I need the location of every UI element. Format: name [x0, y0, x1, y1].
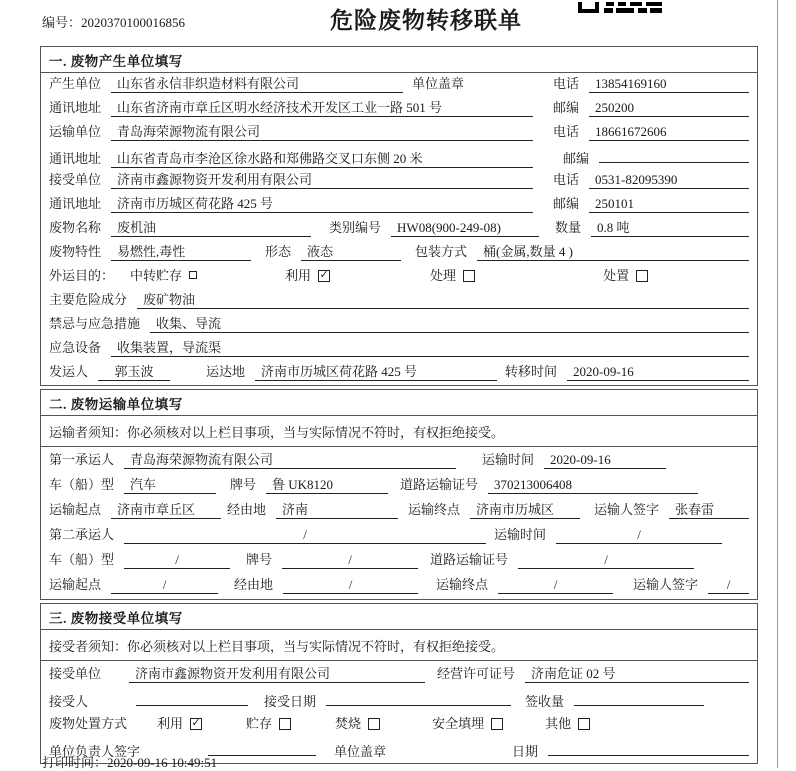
purpose-option-recycle	[285, 265, 330, 284]
manager-sign-label: 单位负责人签字	[49, 744, 141, 759]
disposal-option-other	[545, 713, 590, 732]
vehicle1-value: 汽车	[124, 476, 216, 494]
plate1-value: 鲁 UK8120	[266, 476, 388, 494]
character-value: 易燃性,毒性	[111, 243, 251, 261]
row-receiver-address	[41, 193, 757, 217]
row-vehicle1	[41, 474, 757, 499]
purpose-disposal-label: 处置	[603, 268, 630, 283]
disposal-landfill-label: 安全填埋	[432, 716, 485, 731]
disposal-label: 废物处置方式	[49, 716, 128, 731]
date-value	[548, 738, 749, 756]
phone1-label: 电话	[552, 76, 579, 91]
page-edge-line	[777, 0, 778, 768]
phone3-value: 0531-82095390	[589, 171, 749, 189]
date-label: 日期	[512, 744, 539, 759]
category-label: 类别编号	[329, 220, 382, 235]
waste-name-label: 废物名称	[49, 220, 102, 235]
sign1-value: 张春雷	[669, 501, 749, 519]
end1-value: 济南市历城区	[470, 501, 580, 519]
addr1-label: 通讯地址	[49, 100, 102, 115]
form-label: 形态	[265, 244, 292, 259]
transfer-time-label: 转移时间	[505, 364, 558, 379]
permit-label: 经营许可证号	[437, 666, 516, 681]
disposal-incineration-label: 焚烧	[335, 716, 362, 731]
disposal-landfill-checkbox	[491, 718, 503, 730]
section2-title: 二. 废物运输单位填写	[41, 390, 757, 416]
zip2-label: 邮编	[562, 151, 589, 166]
transporter-label: 运输单位	[49, 124, 102, 139]
disposal-option-storage	[246, 713, 291, 732]
disposal-storage-checkbox	[279, 718, 291, 730]
page-title: 危险废物转移联单	[330, 8, 522, 33]
via2-label: 经由地	[234, 577, 274, 592]
addr3-value: 济南市历城区荷花路 425 号	[111, 195, 533, 213]
plate2-value: /	[282, 551, 418, 569]
purpose-treatment-label: 处理	[430, 268, 457, 283]
purpose-treatment-checkbox	[463, 270, 475, 282]
purpose-option-transfer-storage	[130, 265, 197, 284]
phone3-label: 电话	[552, 172, 579, 187]
receiving-unit-value: 济南市鑫源物资开发利用有限公司	[129, 665, 425, 683]
equipment-value: 收集装置，导流渠	[111, 339, 749, 357]
license1-value: 370213006408	[488, 476, 698, 494]
via2-value: /	[283, 576, 418, 594]
packing-label: 包装方式	[415, 244, 468, 259]
character-label: 废物特性	[49, 244, 102, 259]
sign2-value: /	[708, 576, 749, 594]
origin2-label: 运输起点	[49, 577, 102, 592]
row-consignor	[41, 361, 757, 385]
print-time	[42, 752, 217, 771]
row-waste-character	[41, 241, 757, 265]
row-transporter-address	[41, 145, 757, 169]
row-transporter	[41, 121, 757, 145]
purpose-label: 外运目的：	[49, 268, 115, 283]
row-transfer-purpose	[41, 265, 757, 289]
taboo-label: 禁忌与应急措施	[49, 316, 141, 331]
origin1-label: 运输起点	[49, 502, 102, 517]
purpose-option-treatment	[430, 265, 475, 284]
origin2-value: /	[111, 576, 218, 594]
producer-label: 产生单位	[49, 76, 102, 91]
row-receiving-unit	[41, 663, 757, 688]
manifest-form	[40, 46, 758, 767]
disposal-option-recycle	[157, 713, 202, 732]
receiving-unit-label: 接受单位	[49, 666, 102, 681]
purpose-recycle-checkbox: ✓	[319, 269, 329, 281]
section1-title: 一. 废物产生单位填写	[41, 47, 757, 73]
hazard-value: 废矿物油	[137, 291, 749, 309]
serial-number	[42, 12, 185, 31]
time2-label: 运输时间	[494, 527, 547, 542]
addr3-label: 通讯地址	[49, 196, 102, 211]
end2-label: 运输终点	[436, 577, 489, 592]
purpose-disposal-checkbox	[636, 270, 648, 282]
print-time-value: 2020-09-16 10:49:51	[107, 755, 218, 770]
disposal-other-label: 其他	[545, 716, 572, 731]
purpose-recycle-label: 利用	[285, 268, 312, 283]
qr-code-partial-icon	[578, 0, 662, 18]
disposal-incineration-checkbox	[368, 718, 380, 730]
license2-label: 道路运输证号	[430, 552, 509, 567]
vehicle2-label: 车（船）型	[49, 552, 115, 567]
transporter-notice: 运输者须知：你必须核对以上栏目事项，当与实际情况不符时，有权拒绝接受。	[41, 416, 757, 447]
sign2-label: 运输人签字	[633, 577, 699, 592]
acceptor-label: 接受人	[49, 694, 89, 709]
signed-qty-label: 签收量	[525, 694, 565, 709]
row-emergency-equipment	[41, 337, 757, 361]
phone2-value: 18661672606	[589, 123, 749, 141]
vehicle2-value: /	[124, 551, 230, 569]
hazard-label: 主要危险成分	[49, 292, 128, 307]
via1-label: 经由地	[227, 502, 267, 517]
end2-value: /	[498, 576, 613, 594]
signed-qty-value	[574, 688, 704, 706]
permit-value: 济南危证 02 号	[525, 665, 749, 683]
row-producer-address	[41, 97, 757, 121]
row-hazard-component	[41, 289, 757, 313]
row-route1	[41, 499, 757, 524]
purpose-option-disposal	[603, 265, 648, 284]
origin1-value: 济南市章丘区	[111, 501, 221, 519]
purpose-transfer-storage-checkbox	[189, 271, 197, 279]
zip1-label: 邮编	[552, 100, 579, 115]
quantity-value: 0.8 吨	[591, 219, 749, 237]
addr2-value: 山东省青岛市李沧区徐水路和郑佛路交叉口东侧 20 米	[111, 150, 533, 168]
accept-date-label: 接受日期	[264, 694, 317, 709]
consignor-label: 发运人	[49, 364, 89, 379]
transporter-value: 青岛海荣源物流有限公司	[111, 123, 533, 141]
purpose-transfer-storage-label: 中转贮存	[130, 268, 183, 283]
section3-title: 三. 废物接受单位填写	[41, 604, 757, 630]
addr1-value: 山东省济南市章丘区明水经济技术开发区工业一路 501 号	[111, 99, 533, 117]
producer-value: 山东省永信非织造材料有限公司	[111, 75, 403, 93]
row-taboo-measures	[41, 313, 757, 337]
via1-value: 济南	[276, 501, 398, 519]
quantity-label: 数量	[555, 220, 582, 235]
row-route2	[41, 574, 757, 599]
zip1-value: 250200	[589, 99, 749, 117]
carrier1-label: 第一承运人	[49, 452, 115, 467]
serial-value: 2020370100016856	[81, 15, 186, 30]
row-first-carrier	[41, 449, 757, 474]
section-transporter	[40, 389, 758, 600]
destination-label: 运达地	[206, 364, 246, 379]
print-time-label: 打印时间：	[42, 755, 108, 770]
disposal-storage-label: 贮存	[246, 716, 273, 731]
zip3-value: 250101	[589, 195, 749, 213]
carrier2-label: 第二承运人	[49, 527, 115, 542]
receiver-value: 济南市鑫源物资开发利用有限公司	[111, 171, 533, 189]
row-acceptor	[41, 688, 757, 713]
sign1-label: 运输人签字	[594, 502, 660, 517]
row-waste-name	[41, 217, 757, 241]
document-header	[0, 0, 796, 46]
destination-value: 济南市历城区荷花路 425 号	[255, 363, 497, 381]
phone1-value: 13854169160	[589, 75, 749, 93]
receiver-seal-label: 单位盖章	[334, 744, 387, 759]
time1-label: 运输时间	[482, 452, 535, 467]
row-second-carrier	[41, 524, 757, 549]
row-vehicle2	[41, 549, 757, 574]
end1-label: 运输终点	[408, 502, 461, 517]
form-value: 液态	[301, 243, 401, 261]
plate1-label: 牌号	[230, 477, 257, 492]
row-disposal-method	[41, 713, 757, 738]
vehicle1-label: 车（船）型	[49, 477, 115, 492]
disposal-option-landfill	[432, 713, 503, 732]
time2-value: /	[556, 526, 722, 544]
carrier2-value: /	[124, 526, 486, 544]
serial-label: 编号：	[42, 15, 82, 30]
acceptor-value	[136, 688, 248, 706]
row-receiver	[41, 169, 757, 193]
section-receiver	[40, 603, 758, 764]
accept-date-value	[326, 688, 511, 706]
plate2-label: 牌号	[246, 552, 273, 567]
manager-sign-value	[208, 738, 316, 756]
disposal-option-incineration	[335, 713, 380, 732]
disposal-recycle-checkbox: ✓	[191, 717, 201, 729]
equipment-label: 应急设备	[49, 340, 102, 355]
consignor-value: 郭玉波	[98, 363, 170, 381]
category-value: HW08(900-249-08)	[391, 219, 539, 237]
license2-value: /	[518, 551, 694, 569]
receiver-label: 接受单位	[49, 172, 102, 187]
zip2-value	[599, 145, 749, 163]
waste-name-value: 废机油	[111, 219, 311, 237]
zip3-label: 邮编	[552, 196, 579, 211]
unit-seal-label: 单位盖章	[412, 76, 465, 91]
license1-label: 道路运输证号	[400, 477, 479, 492]
taboo-value: 收集、导流	[150, 315, 749, 333]
disposal-other-checkbox	[578, 718, 590, 730]
disposal-recycle-label: 利用	[157, 716, 184, 731]
transfer-time-value: 2020-09-16	[567, 363, 749, 381]
carrier1-value: 青岛海荣源物流有限公司	[124, 451, 456, 469]
addr2-label: 通讯地址	[49, 151, 102, 166]
row-producer	[41, 73, 757, 97]
phone2-label: 电话	[552, 124, 579, 139]
time1-value: 2020-09-16	[544, 451, 666, 469]
section-producer	[40, 46, 758, 386]
receiver-notice: 接受者须知：你必须核对以上栏目事项，当与实际情况不符时，有权拒绝接受。	[41, 630, 757, 661]
packing-value: 桶(金属,数量 4 )	[477, 243, 749, 261]
